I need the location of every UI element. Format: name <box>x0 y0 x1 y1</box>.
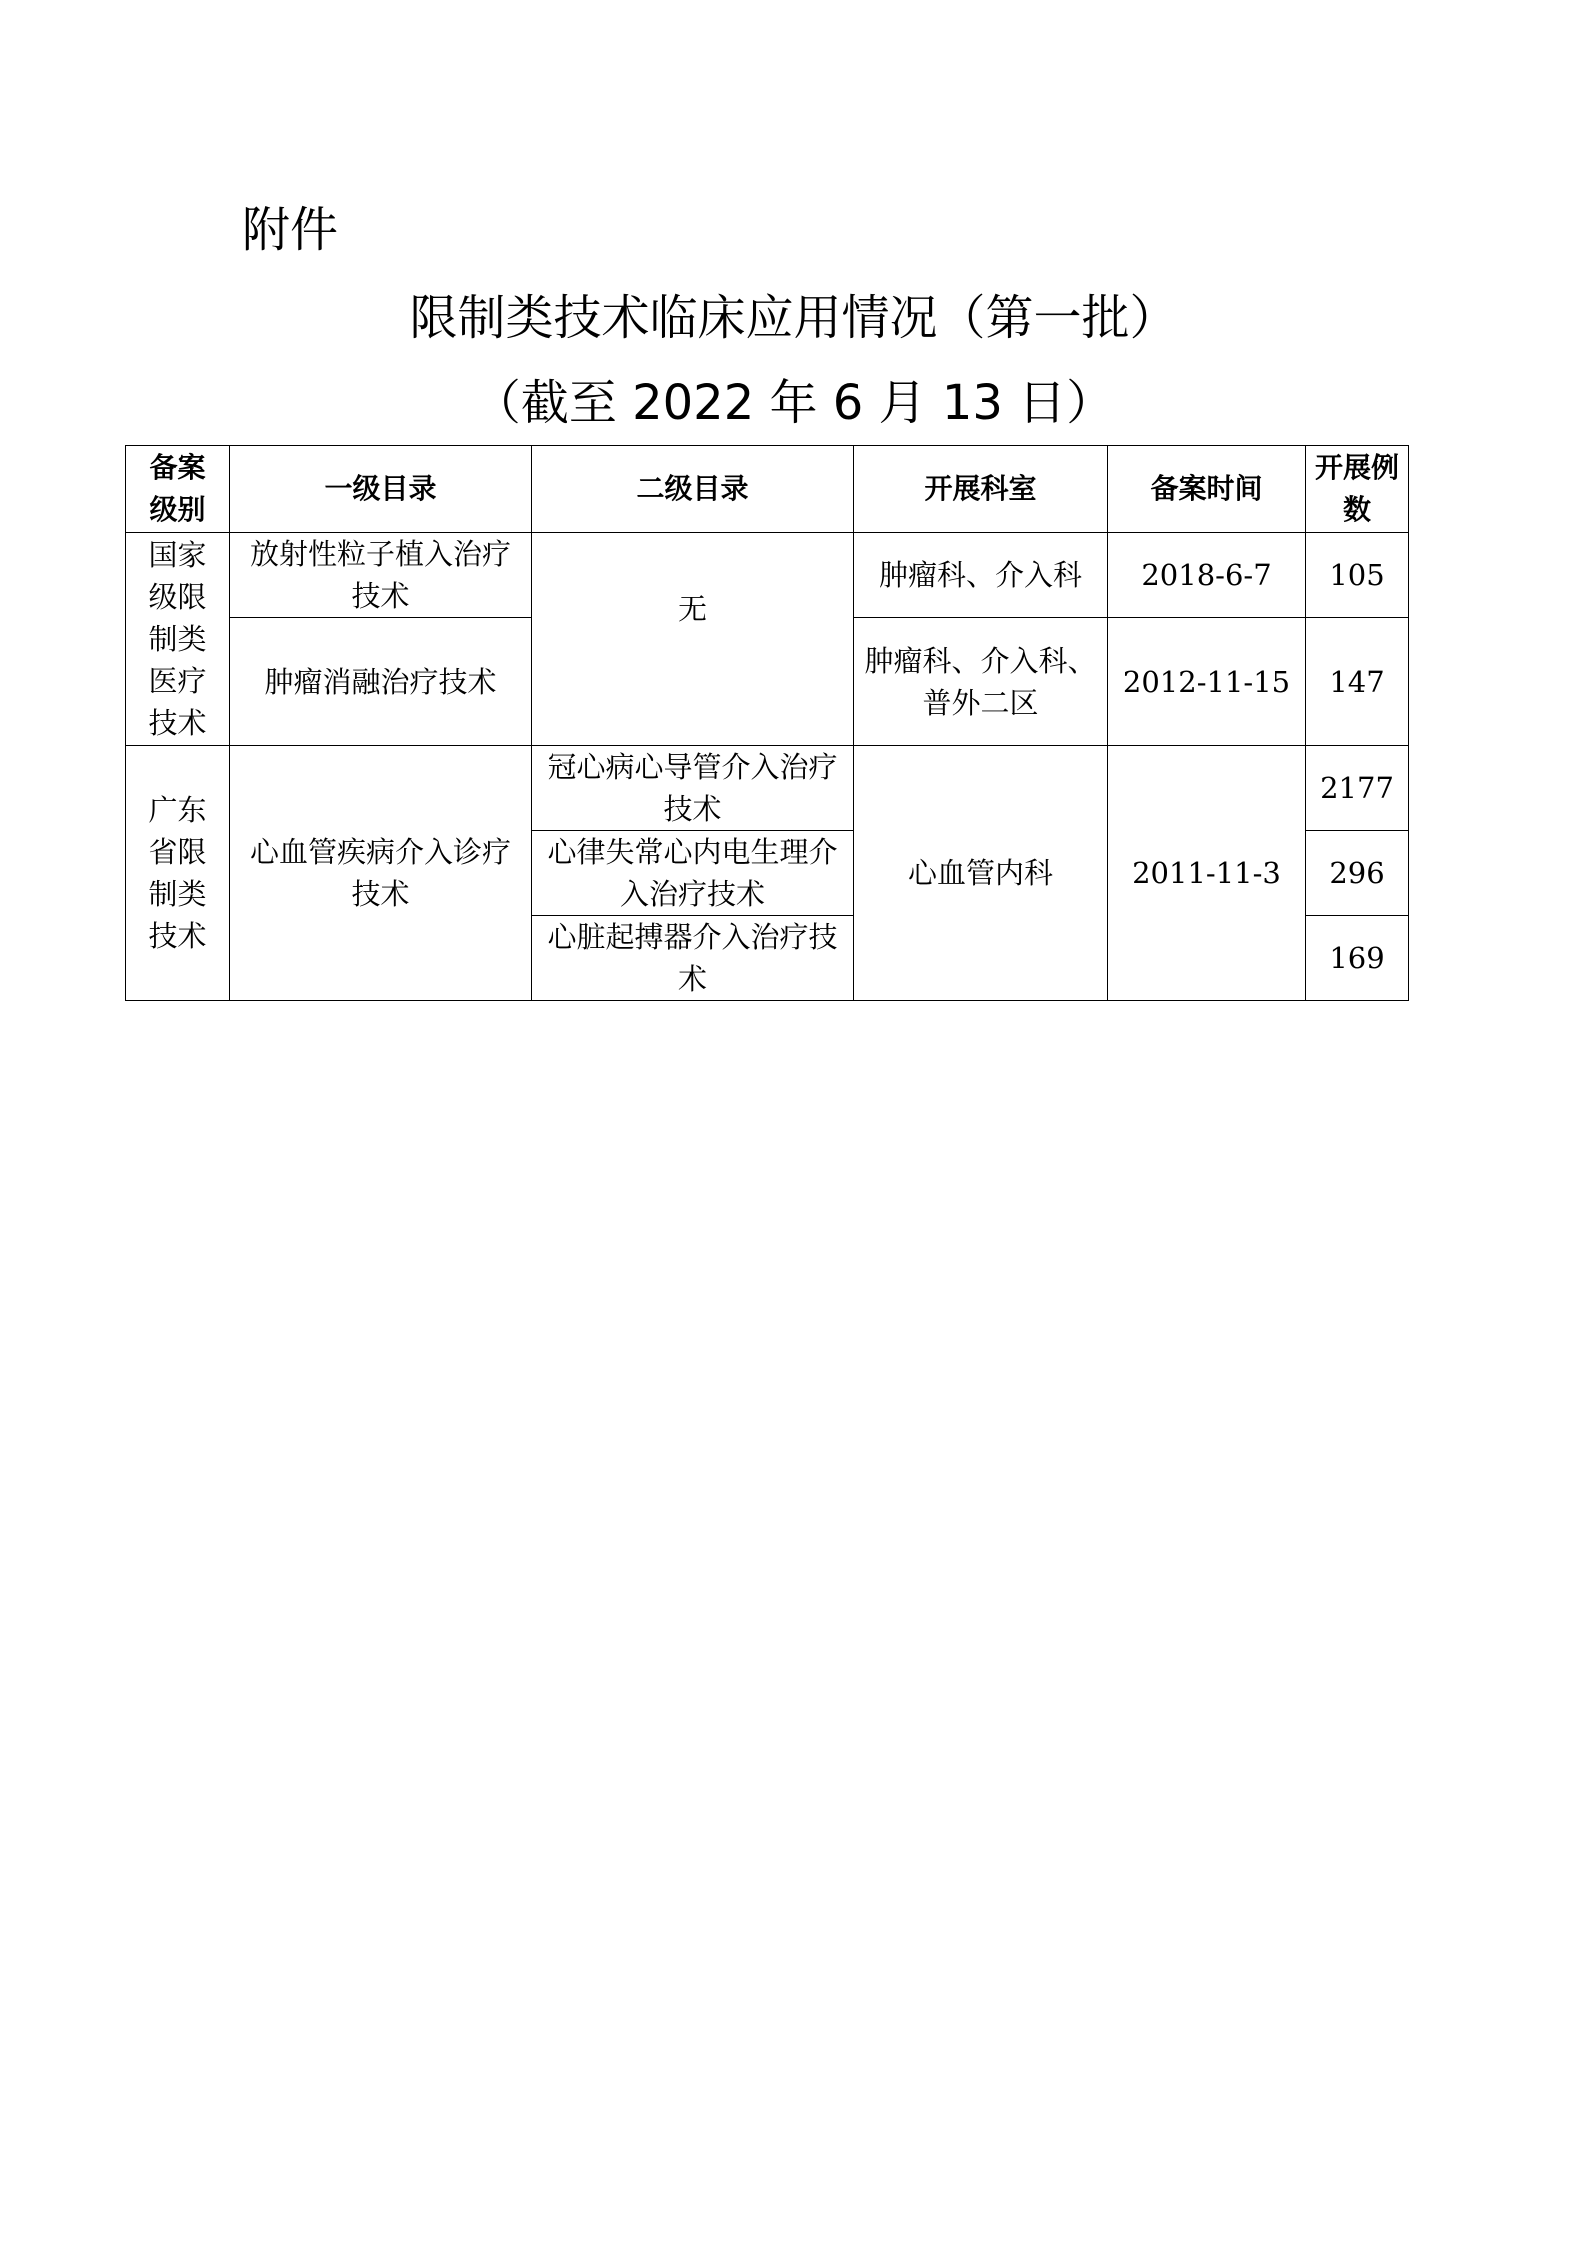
header-second-directory: 二级目录 <box>532 446 854 533</box>
case-count-cell: 296 <box>1306 831 1409 916</box>
national-level-cell: 国家级限制类医疗技术 <box>126 533 230 746</box>
header-first-directory: 一级目录 <box>230 446 532 533</box>
second-directory-cell: 冠心病心导管介入治疗技术 <box>532 746 854 831</box>
table-row <box>126 533 1409 618</box>
provincial-level-cell: 广东省限制类技术 <box>126 746 230 1001</box>
first-directory-cell: 肿瘤消融治疗技术 <box>230 618 532 746</box>
document-subtitle: （截至 2022 年 6 月 13 日） <box>472 375 1115 431</box>
department-cell: 肿瘤科、介入科、普外二区 <box>854 618 1108 746</box>
first-directory-cell: 心血管疾病介入诊疗技术 <box>230 746 532 1001</box>
case-count-cell: 169 <box>1306 916 1409 1001</box>
header-department: 开展科室 <box>854 446 1108 533</box>
document-title: 限制类技术临床应用情况（第一批） <box>409 290 1178 346</box>
first-directory-cell: 放射性粒子植入治疗技术 <box>230 533 532 618</box>
header-case-count: 开展例数 <box>1306 446 1409 533</box>
filing-time-cell: 2011-11-3 <box>1108 746 1306 1001</box>
filing-time-cell: 2012-11-15 <box>1108 618 1306 746</box>
filing-time-cell: 2018-6-7 <box>1108 533 1306 618</box>
second-directory-none-cell: 无 <box>532 533 854 746</box>
second-directory-cell: 心律失常心内电生理介入治疗技术 <box>532 831 854 916</box>
department-cell: 心血管内科 <box>854 746 1108 1001</box>
department-cell: 肿瘤科、介入科 <box>854 533 1108 618</box>
table-row <box>126 746 1409 831</box>
table-header-row <box>126 446 1409 533</box>
case-count-cell: 105 <box>1306 533 1409 618</box>
attachment-label: 附件 <box>242 202 339 258</box>
case-count-cell: 2177 <box>1306 746 1409 831</box>
technology-table <box>125 445 1409 1001</box>
header-filing-level: 备案级别 <box>126 446 230 533</box>
header-filing-time: 备案时间 <box>1108 446 1306 533</box>
second-directory-cell: 心脏起搏器介入治疗技术 <box>532 916 854 1001</box>
case-count-cell: 147 <box>1306 618 1409 746</box>
